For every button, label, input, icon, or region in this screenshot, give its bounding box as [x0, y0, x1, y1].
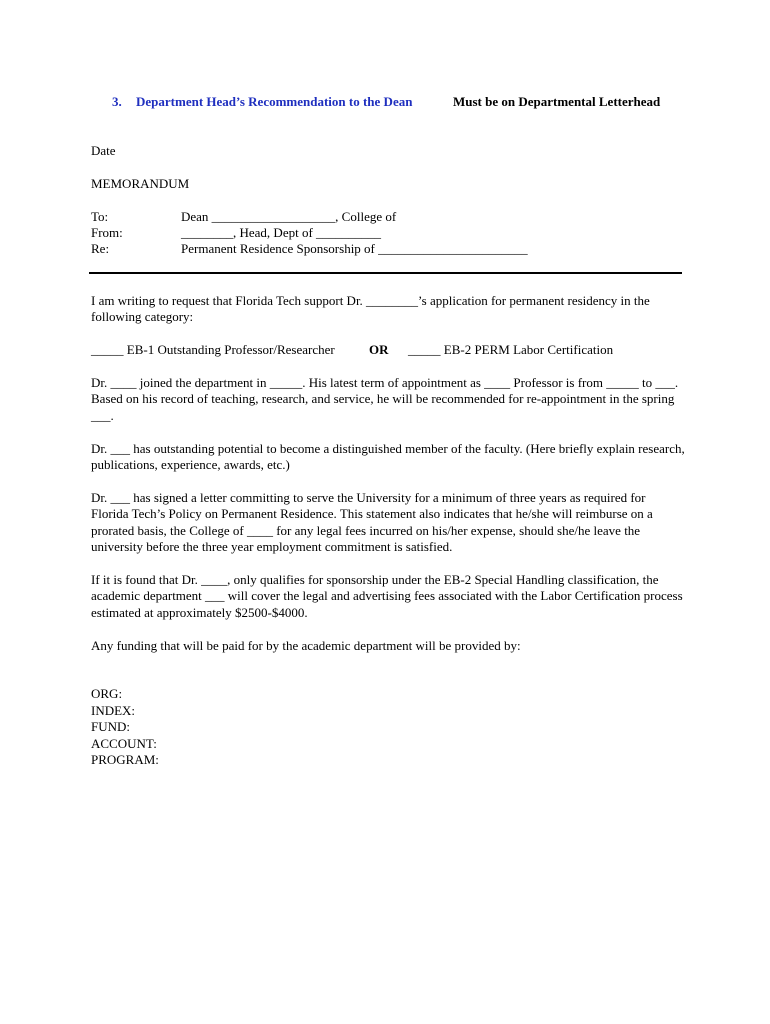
category-options	[91, 342, 691, 358]
eb2-paragraph: If it is found that Dr. ____, only qualifies for sponsorship under the EB-2 Special Handling classification, the academic department ___ will cover the legal and advertising fees associated with the Labor Certification process estimated at approximately $2500-$4000.	[91, 572, 683, 620]
index-label: INDEX:	[91, 703, 136, 718]
account-label: ACCOUNT:	[91, 736, 157, 751]
memo-from-row	[91, 225, 691, 241]
memo-re-label: Re:	[91, 241, 110, 256]
option-eb2: _____ EB-2 PERM Labor Certification	[408, 342, 614, 357]
memo-to-value: Dean ___________________, College of	[181, 209, 397, 224]
memo-to-label: To:	[91, 209, 109, 224]
section-title: Department Head’s Recommendation to the Dean	[136, 94, 413, 109]
potential-paragraph: Dr. ___ has outstanding potential to become a distinguished member of the faculty. (Here briefly explain research, publications, experience, awards, etc.)	[91, 441, 685, 473]
program-label: PROGRAM:	[91, 752, 159, 767]
memorandum-label: MEMORANDUM	[91, 176, 190, 191]
fund-label: FUND:	[91, 719, 131, 734]
header-divider	[89, 272, 682, 274]
option-eb1: _____ EB-1 Outstanding Professor/Researcher	[91, 342, 335, 357]
memo-re-value: Permanent Residence Sponsorship of _______________________	[181, 241, 528, 256]
commitment-paragraph: Dr. ___ has signed a letter committing to serve the University for a minimum of three years as required for Florida Tech’s Policy on Permanent Residence. This statement also indicates that he/she will reimburse on a prorated basis, the College of ____ for any legal fees incurred on his/her expense, should she/he leave the university before the three year employment commitment is satisfied.	[91, 490, 653, 555]
option-or-label: OR	[369, 342, 389, 357]
memo-from-label: From:	[91, 225, 123, 240]
org-label: ORG:	[91, 686, 123, 701]
letterhead-note: Must be on Departmental Letterhead	[453, 94, 661, 109]
request-paragraph: I am writing to request that Florida Tech support Dr. ________’s application for permanent residency in the following category:	[91, 293, 650, 325]
section-heading	[112, 94, 692, 112]
memo-re-row	[91, 241, 691, 257]
memo-from-value: ________, Head, Dept of __________	[181, 225, 382, 240]
funding-paragraph: Any funding that will be paid for by the academic department will be provided by:	[91, 638, 521, 653]
memo-to-row	[91, 209, 691, 225]
date-label: Date	[91, 143, 116, 158]
appointment-paragraph: Dr. ____ joined the department in _____. His latest term of appointment as ____ Professor is from _____ to ___. Based on his record of teaching, research, and service, he will be recommended for re-appointment in the spring ___.	[91, 375, 679, 423]
section-number: 3.	[112, 94, 122, 109]
